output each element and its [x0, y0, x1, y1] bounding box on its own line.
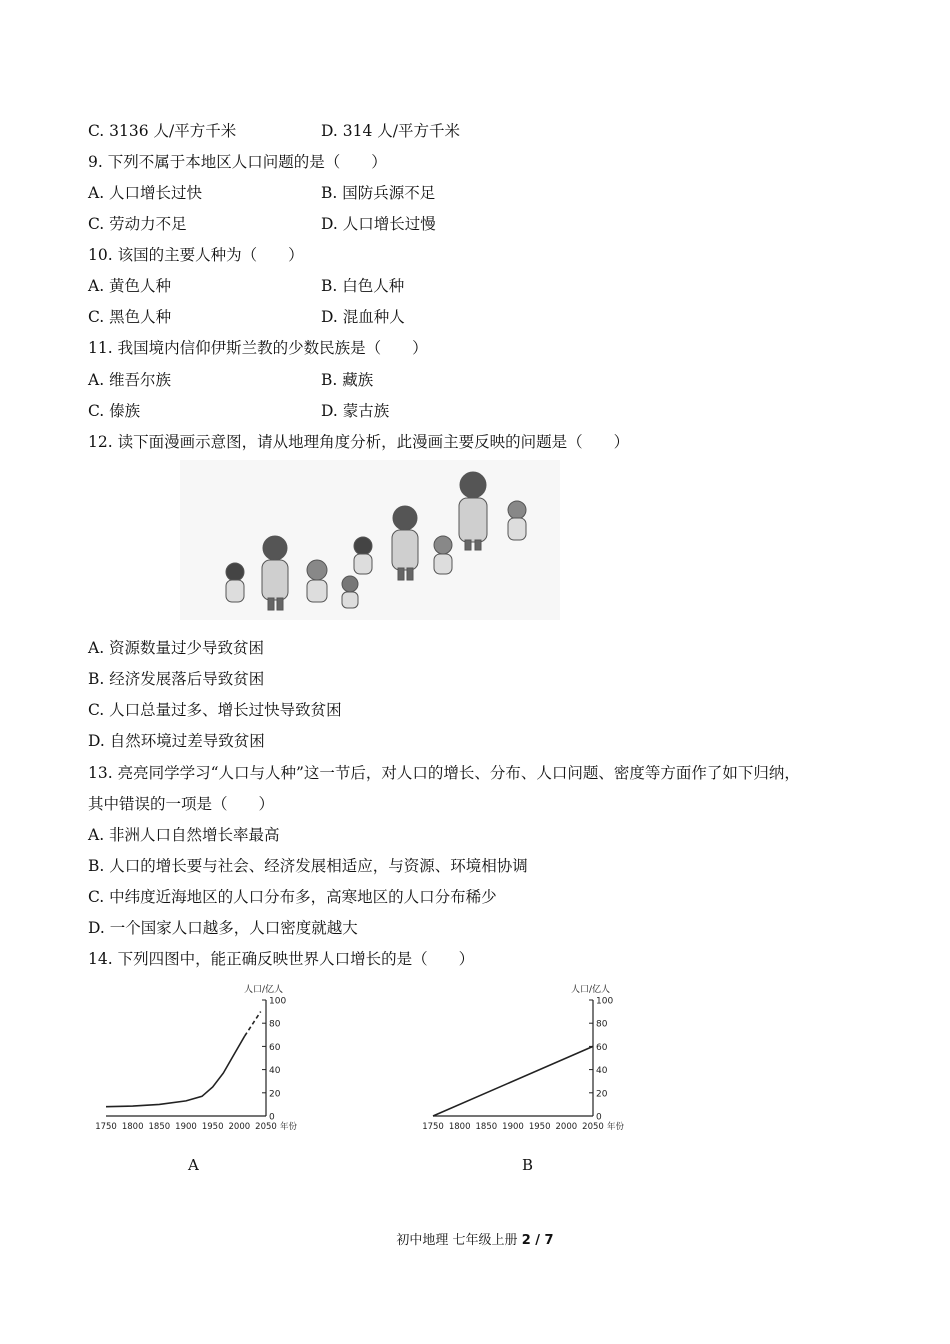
chart-a-x-tick-label-6: 2050 [255, 1122, 277, 1132]
chart-b-x-tick-label-4: 1950 [528, 1122, 551, 1132]
q10-option-c: C. 黑色人种 [88, 308, 172, 326]
q11-option-a: A. 维吾尔族 [88, 371, 172, 389]
q12-option-b: B. 经济发展落后导致贫困 [88, 670, 265, 688]
chart-a-y-tick-label-5: 100 [269, 996, 287, 1007]
cartoon-child-6 [508, 501, 526, 519]
chart-b-x-tick-label-3: 1900 [502, 1122, 524, 1132]
q12-stem: 12. 读下面漫画示意图，请从地理角度分析，此漫画主要反映的问题是（ ） [88, 433, 630, 451]
q13-option-d: D. 一个国家人口越多，人口密度就越大 [88, 919, 358, 937]
family-cartoon-image [180, 460, 560, 620]
chart-a [95, 978, 308, 1143]
chart-b-y-label: 人口/亿人 [571, 985, 611, 995]
chart-b [422, 978, 635, 1143]
chart-b-series-linear-line [433, 1046, 593, 1116]
chart-b-x-tick-label-6: 2050 [582, 1122, 604, 1132]
chart-b-y-tick-label-2: 40 [596, 1066, 608, 1077]
cartoon-child-2 [307, 560, 327, 580]
q9-option-c: C. 劳动力不足 [88, 215, 187, 233]
page-number: 2 / 7 [521, 1233, 554, 1248]
chart-a-y-label: 人口/亿人 [244, 985, 284, 995]
q11-option-d: D. 蒙古族 [321, 402, 390, 420]
q10-option-b: B. 白色人种 [321, 277, 405, 295]
chart-a-y-tick-label-1: 20 [269, 1089, 281, 1100]
chart-b-y-tick-label-5: 100 [596, 996, 614, 1007]
q14-stem: 14. 下列四图中，能正确反映世界人口增长的是（ ） [88, 950, 475, 968]
page-footer [0, 1229, 950, 1248]
chart-a-x-tick-label-0: 1750 [95, 1122, 117, 1132]
chart-b-x-tick-label-0: 1750 [422, 1122, 444, 1132]
q11-option-c: C. 傣族 [88, 402, 141, 420]
q10-option-d: D. 混血种人 [321, 308, 405, 326]
q9-stem: 9. 下列不属于本地区人口问题的是（ ） [88, 153, 387, 171]
cartoon-child-3 [342, 576, 358, 592]
chart-a-x-tick-label-3: 1900 [175, 1122, 197, 1132]
cartoon-adult-2 [393, 506, 417, 530]
q11-option-b: B. 藏族 [321, 371, 374, 389]
q9-option-b: B. 国防兵源不足 [321, 184, 436, 202]
chart-b-x-label: 年份 [607, 1122, 625, 1132]
chart-a-label: A [188, 1156, 199, 1174]
chart-b-y-tick-label-4: 80 [596, 1019, 608, 1030]
q13-option-b: B. 人口的增长要与社会、经济发展相适应，与资源、环境相协调 [88, 857, 528, 875]
cartoon-child-1 [226, 563, 244, 581]
chart-a-x-label: 年份 [280, 1122, 298, 1132]
q12-option-a: A. 资源数量过少导致贫困 [88, 639, 265, 657]
q10-option-a: A. 黄色人种 [88, 277, 172, 295]
cartoon-adult-1 [263, 536, 287, 560]
q13-option-a: A. 非洲人口自然增长率最高 [88, 826, 280, 844]
chart-a-series-solid-line [106, 1036, 245, 1107]
cartoon-child-4 [354, 537, 372, 555]
chart-b-y-tick-label-3: 60 [596, 1042, 608, 1053]
q13-stem-line1: 13. 亮亮同学学习“人口与人种”这一节后，对人口的增长、分布、人口问题、密度等方面作了如下归纳， [88, 764, 800, 782]
chart-a-x-tick-label-4: 1950 [201, 1122, 224, 1132]
q8-option-d: D. 314 人/平方千米 [321, 122, 460, 140]
q11-stem: 11. 我国境内信仰伊斯兰教的少数民族是（ ） [88, 339, 428, 357]
chart-a-series-dashed-line [245, 1012, 261, 1036]
q9-option-d: D. 人口增长过慢 [321, 215, 436, 233]
q9-option-a: A. 人口增长过快 [88, 184, 203, 202]
chart-a-x-tick-label-5: 2000 [228, 1122, 251, 1132]
cartoon-child-5 [434, 536, 452, 554]
chart-b-y-tick-label-1: 20 [596, 1089, 608, 1100]
cartoon-adult-3 [460, 472, 486, 498]
q13-option-c: C. 中纬度近海地区的人口分布多，高寒地区的人口分布稀少 [88, 888, 497, 906]
chart-b-x-tick-label-1: 1800 [448, 1122, 471, 1132]
chart-a-y-tick-label-0: 0 [269, 1112, 275, 1123]
chart-a-y-tick-label-4: 80 [269, 1019, 281, 1030]
chart-b-x-tick-label-5: 2000 [555, 1122, 578, 1132]
q13-stem-line2: 其中错误的一项是（ ） [88, 795, 275, 813]
q12-option-c: C. 人口总量过多、增长过快导致贫困 [88, 701, 342, 719]
chart-a-y-tick-label-3: 60 [269, 1042, 281, 1053]
chart-b-y-tick-label-0: 0 [596, 1112, 602, 1123]
q8-option-c: C. 3136 人/平方千米 [88, 122, 237, 140]
chart-a-y-tick-label-2: 40 [269, 1066, 281, 1077]
footer-text: 初中地理 七年级上册 [396, 1233, 522, 1248]
chart-a-x-tick-label-2: 1850 [148, 1122, 171, 1132]
chart-b-x-tick-label-2: 1850 [475, 1122, 498, 1132]
chart-a-x-tick-label-1: 1800 [121, 1122, 144, 1132]
chart-b-label: B [522, 1156, 534, 1174]
q10-stem: 10. 该国的主要人种为（ ） [88, 246, 304, 264]
q12-option-d: D. 自然环境过差导致贫困 [88, 732, 265, 750]
